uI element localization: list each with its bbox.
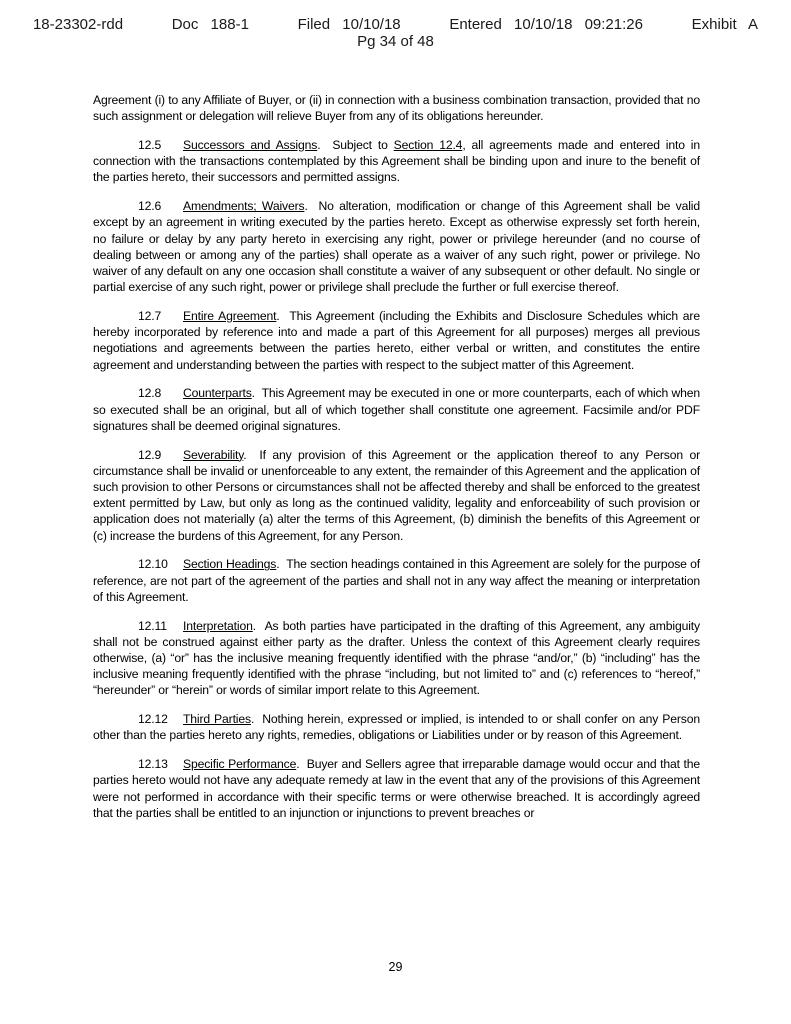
section-title: Third Parties — [183, 712, 251, 727]
section-number: 12.12 — [138, 712, 168, 727]
section-number: 12.8 — [138, 386, 162, 401]
section-title: Interpretation — [183, 618, 253, 633]
section-paragraph: 12.6 Amendments; Waivers. No alteration, modification or change of this Agreement shall be valid except by an agreement in writing executed by the parties hereto. Except as otherwise expressly set forth herein, no failure or delay by any party hereto in exercising any right, power or privilege hereunder (and no course of dealing between or among any of the parties) shall operate as a waiver of any such right, power or privilege. No waiver of any default on any one occasion shall constitute a waiver of any subsequent or other default. No single or partial exercise of any such right, power or privilege shall preclude the further or full exercise thereof. — [93, 199, 700, 295]
section-title: Successors and Assigns — [183, 138, 318, 152]
sections-list — [93, 137, 700, 821]
section-title: Section Headings — [183, 557, 277, 572]
section-paragraph: 12.5 Successors and Assigns. Subject to Section 12.4, all agreements made and entered into in connection with the transactions contemplated by this Agreement shall be binding upon and inure to the benefit of the parties hereto, their successors and permitted assigns. — [93, 138, 700, 185]
section-text: This Agreement may be executed in one or more counterparts, each of which when so executed shall be an original, but all of which together shall constitute one agreement. Facsimile and/or PDF signatures shall be deemed original signatures. — [93, 386, 700, 433]
section-title: Counterparts — [183, 386, 252, 401]
section-text: If any provision of this Agreement or the application thereof to any Person or circumstance shall be invalid or unenforceable to any extent, the remainder of this Agreement and the application of such provision to other Persons or circumstances shall not be affected thereby and shall be enforced to the greatest extent permitted by Law, but only as long as the continued validity, legality and enforceability of such provision or application does not materially (a) alter the terms of this Agreement, (b) diminish the benefits of this Agreement or (c) increase the burdens of this Agreement, for any Person. — [93, 447, 700, 543]
section-paragraph: 12.8 Counterparts. This Agreement may be executed in one or more counterparts, each of which when so executed shall be an original, but all of which together shall constitute one agreement. Facsimile and/or PDF signatures shall be deemed original signatures. — [93, 386, 700, 433]
page-number: 29 — [388, 960, 403, 974]
section-text: No alteration, modification or change of this Agreement shall be valid except by an agreement in writing executed by the parties hereto. Except as otherwise expressly set forth herein, no failure or delay by any party hereto in exercising any right, power or privilege hereunder (and no course of dealing between or among any of the parties) shall operate as a waiver of any such right, power or privilege. No waiver of any default on any one occasion shall constitute a waiver of any subsequent or other default. No single or partial exercise of any such right, power or privilege shall preclude the further or full exercise thereof. — [93, 199, 700, 295]
section-cross-reference: Section 12.4 — [393, 138, 463, 152]
document-body — [93, 92, 700, 834]
section-text: The section headings contained in this Agreement are solely for the purpose of reference, are not part of the agreement of the parties and shall not in any way affect the meaning or interpretation of this Agreement. — [93, 557, 700, 604]
section-title: Amendments; Waivers — [183, 199, 305, 214]
section-number: 12.9 — [138, 447, 162, 462]
section-paragraph: 12.7 Entire Agreement. This Agreement (including the Exhibits and Disclosure Schedules which are hereby incorporated by reference into and made a part of this Agreement for all purposes) merges all previous negotiations and agreements between the parties hereto, either verbal or written, and constitutes the entire agreement and understanding between the parties with respect to the subject matter of this Agreement. — [93, 309, 700, 372]
section-text-prefix: Subject to — [332, 138, 394, 152]
section-paragraph: 12.12 Third Parties. Nothing herein, expressed or implied, is intended to or shall confer on any Person other than the parties hereto any rights, remedies, obligations or Liabilities under or by reason of this Agreement. — [93, 712, 700, 743]
section-text: As both parties have participated in the drafting of this Agreement, any ambiguity shall not be construed against either party as the drafter. Unless the context of this Agreement clearly requires otherwise, (a) “or” has the inclusive meaning frequently identified with the phrase “and/or,” (b) “including” has the inclusive meaning frequently identified with the phrase “including, but not limited to” and (c) references to “hereof,” “hereunder” or “herein” or words of similar import relate to this Agreement. — [93, 618, 700, 698]
section-paragraph: 12.11 Interpretation. As both parties have participated in the drafting of this Agreement, any ambiguity shall not be construed against either party as the drafter. Unless the context of this Agreement clearly requires otherwise, (a) “or” has the inclusive meaning frequently identified with the phrase “and/or,” (b) “including” has the inclusive meaning frequently identified with the phrase “including, but not limited to” and (c) references to “hereof,” “hereunder” or “herein” or words of similar import relate to this Agreement. — [93, 618, 700, 698]
section-text: Buyer and Sellers agree that irreparable damage would occur and that the parties hereto would not have any adequate remedy at law in the event that any of the provisions of this Agreement were not performed in accordance with their specific terms or were otherwise breached. It is accordingly agreed that the parties shall be entitled to an injunction or injunctions to prevent breaches or — [93, 757, 700, 820]
section-number: 12.6 — [138, 199, 162, 214]
section-number: 12.5 — [138, 138, 162, 152]
section-number: 12.7 — [138, 309, 162, 324]
section-title: Specific Performance — [183, 757, 297, 772]
section-text: This Agreement (including the Exhibits and Disclosure Schedules which are hereby incorporated by reference into and made a part of this Agreement for all purposes) merges all previous negotiations and agreements between the parties hereto, either verbal or written, and constitutes the entire agreement and understanding between the parties with respect to the subject matter of this Agreement. — [93, 309, 700, 372]
page-header — [0, 16, 791, 50]
section-text: Nothing herein, expressed or implied, is intended to or shall confer on any Person other than the parties hereto any rights, remedies, obligations or Liabilities under or by reason of this Agreement. — [93, 712, 700, 743]
section-number: 12.11 — [138, 618, 167, 633]
section-title: Severability — [183, 447, 244, 462]
section-number: 12.13 — [138, 757, 168, 772]
section-paragraph: 12.9 Severability. If any provision of this Agreement or the application thereof to any Person or circumstance shall be invalid or unenforceable to any extent, the remainder of this Agreement and the application of such provision to other Persons or circumstances shall not be affected thereby and shall be enforced to the greatest extent permitted by Law, but only as long as the continued validity, legality and enforceability of such provision or application does not materially (a) alter the terms of this Agreement, (b) diminish the benefits of this Agreement or (c) increase the burdens of this Agreement, for any Person. — [93, 447, 700, 543]
page-count: Pg 34 of 48 — [357, 33, 434, 50]
filing-info: 18-23302-rdd Doc 188-1 Filed 10/10/18 Entered 10/10/18 09:21:26 Exhibit A — [32, 16, 759, 33]
section-number: 12.10 — [138, 557, 168, 572]
section-paragraph: 12.10 Section Headings. The section headings contained in this Agreement are solely for the purpose of reference, are not part of the agreement of the parties and shall not in any way affect the meaning or interpretation of this Agreement. — [93, 557, 700, 604]
section-text: , all agreements made and entered into in connection with the transactions contemplated by this Agreement shall be binding upon and inure to the benefit of the parties hereto, their successors and permitted assigns. — [93, 138, 700, 185]
section-title: Entire Agreement — [183, 309, 277, 324]
section-paragraph: 12.13 Specific Performance. Buyer and Sellers agree that irreparable damage would occur and that the parties hereto would not have any adequate remedy at law in the event that any of the provisions of this Agreement were not performed in accordance with their specific terms or were otherwise breached. It is accordingly agreed that the parties shall be entitled to an injunction or injunctions to prevent breaches or — [93, 757, 700, 820]
intro-paragraph: Agreement (i) to any Affiliate of Buyer, or (ii) in connection with a business combination transaction, provided that no such assignment or delegation will relieve Buyer from any of its obligations hereunder. — [93, 93, 700, 124]
